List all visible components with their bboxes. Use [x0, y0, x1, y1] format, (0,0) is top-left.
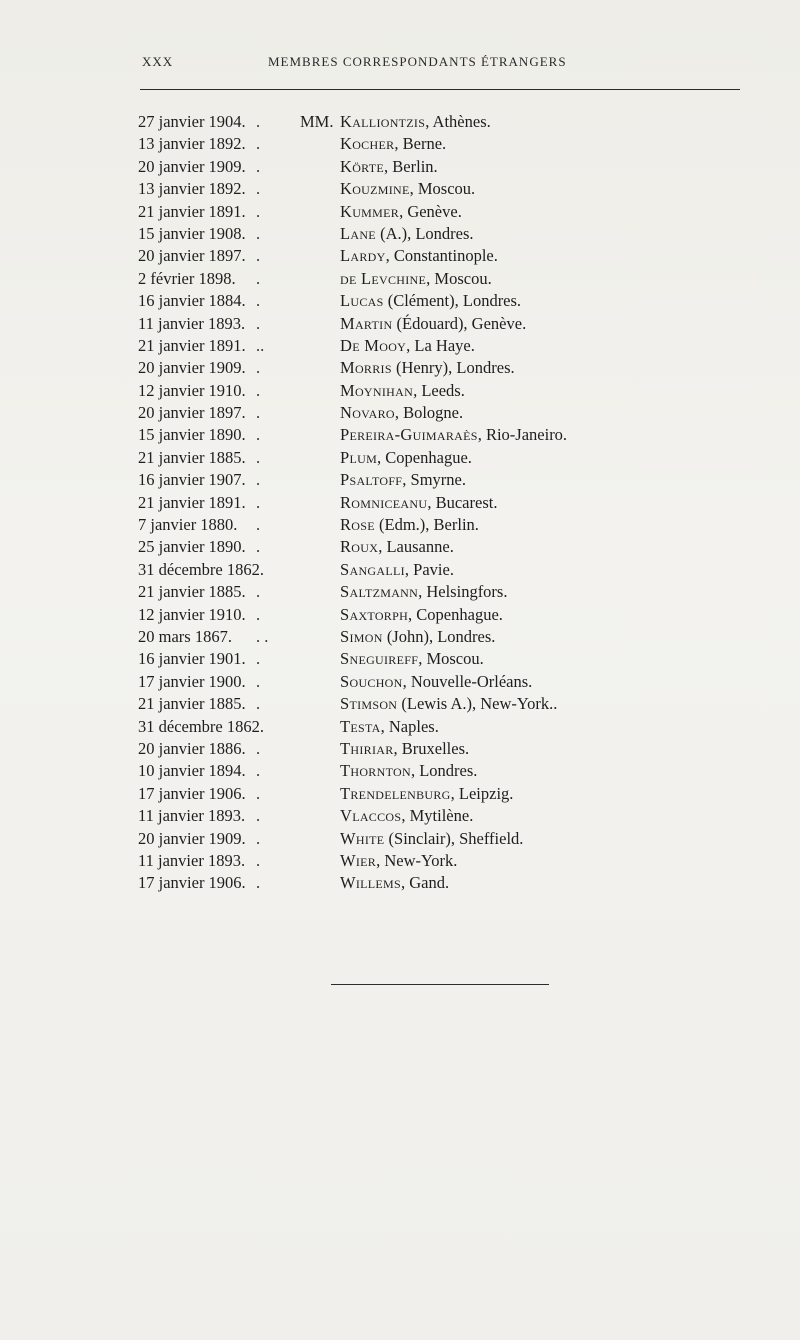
member-surname: Kocher: [340, 134, 395, 154]
member-entry: [0, 872, 800, 894]
member-details: (Edm.), Berlin.: [374, 515, 479, 535]
honorific-prefix: MM.: [300, 112, 334, 131]
member-surname: Kalliontzis: [340, 112, 426, 131]
member-name-location: [340, 156, 438, 178]
member-name-location: [340, 671, 532, 693]
member-details: (A.), Londres.: [375, 223, 474, 243]
member-name-location: [340, 760, 477, 782]
leader-dots: .: [256, 738, 261, 758]
member-name-location: [340, 245, 498, 267]
member-surname: Martin: [340, 313, 393, 333]
member-name-location: [340, 581, 507, 603]
leader-dots: .: [256, 850, 261, 870]
member-surname: Trendelenburg: [340, 783, 451, 803]
member-name-location: [340, 290, 521, 312]
member-details: , Berlin.: [384, 156, 438, 176]
election-date: 25 janvier 1890.: [138, 537, 246, 557]
member-entry: [0, 693, 800, 715]
election-date: 20 janvier 1909.: [138, 358, 246, 378]
leader-dots: .: [256, 806, 261, 826]
member-surname: Morris: [340, 358, 392, 378]
member-entry: [0, 223, 800, 245]
member-details: , Leeds.: [413, 380, 465, 400]
member-details: , Constantinople.: [385, 246, 498, 266]
member-name-location: [340, 805, 473, 827]
member-details: , Gand.: [401, 873, 450, 893]
running-title: MEMBRES CORRESPONDANTS ÉTRANGERS: [268, 54, 567, 69]
member-details: , Copenhague.: [377, 447, 472, 467]
member-name-location: [340, 648, 484, 670]
leader-dots: .: [256, 313, 261, 333]
member-entry: [0, 648, 800, 670]
member-surname: Souchon: [340, 671, 403, 691]
election-date: 17 janvier 1906.: [138, 873, 246, 893]
member-details: (Édouard), Genève.: [392, 313, 527, 333]
member-entry: [0, 313, 800, 335]
member-surname: Pereira-Guimaraès: [340, 425, 478, 445]
leader-dots: .: [256, 604, 261, 624]
member-name-location: [340, 738, 469, 760]
election-date: 21 janvier 1885.: [138, 582, 246, 602]
election-date: 20 janvier 1886.: [138, 738, 246, 758]
leader-dots: .: [256, 201, 261, 221]
leader-dots: .: [256, 403, 261, 423]
election-date: 12 janvier 1910.: [138, 604, 246, 624]
member-surname: Körte: [340, 156, 385, 176]
leader-dots: .: [256, 447, 261, 467]
member-details: , Smyrne.: [402, 470, 466, 490]
member-details: , Moscou.: [409, 179, 476, 199]
member-surname: Plum: [340, 447, 378, 467]
election-date: 15 janvier 1908.: [138, 223, 246, 243]
leader-dots: .: [256, 582, 261, 602]
election-date: 11 janvier 1893.: [138, 313, 246, 333]
member-entry: [0, 828, 800, 850]
member-entry: [0, 357, 800, 379]
member-details: , Berne.: [394, 134, 447, 154]
member-details: , Helsingfors.: [418, 582, 508, 602]
member-name-location: [340, 357, 515, 379]
member-entry: [0, 133, 800, 155]
member-details: (Lewis A.), New-York..: [397, 694, 558, 714]
member-surname: Lucas: [340, 291, 384, 311]
member-details: (Clément), Londres.: [383, 291, 522, 311]
election-date: 31 décembre 1862.: [138, 559, 264, 579]
member-entry: [0, 559, 800, 581]
election-date: 12 janvier 1910.: [138, 380, 246, 400]
member-entry: [0, 111, 800, 133]
member-surname: de Levchine: [340, 268, 427, 288]
member-surname: Stimson: [340, 694, 398, 714]
member-surname: Vlaccos: [340, 806, 402, 826]
member-entry: [0, 604, 800, 626]
page-number: XXX: [142, 54, 174, 69]
member-name-location: [340, 828, 523, 850]
member-surname: Lardy: [340, 246, 386, 266]
member-surname: Willems: [340, 873, 402, 893]
election-date: 20 janvier 1909.: [138, 828, 246, 848]
member-name-location: [340, 223, 474, 245]
leader-dots: .: [256, 134, 261, 154]
member-surname: De Mooy: [340, 335, 407, 355]
header-rule: [140, 89, 740, 90]
member-details: , Moscou.: [418, 649, 484, 669]
member-surname: Lane: [340, 223, 376, 243]
member-surname: White: [340, 828, 385, 848]
member-entry: [0, 536, 800, 558]
member-name-location: [340, 313, 526, 335]
member-surname: Thornton: [340, 761, 411, 781]
member-entry: [0, 290, 800, 312]
member-details: , Rio-Janeiro.: [477, 425, 568, 445]
leader-dots: .: [256, 649, 261, 669]
leader-dots: .: [256, 358, 261, 378]
member-entry: [0, 402, 800, 424]
member-surname: Psaltoff: [340, 470, 403, 490]
election-date: 16 janvier 1907.: [138, 470, 246, 490]
election-date: 21 janvier 1885.: [138, 694, 246, 714]
member-details: , Bologne.: [394, 403, 464, 423]
member-entry: [0, 581, 800, 603]
leader-dots: .: [256, 492, 261, 512]
leader-dots: .: [256, 268, 261, 288]
member-details: , La Haye.: [406, 335, 475, 355]
member-details: (Sinclair), Sheffield.: [384, 828, 524, 848]
election-date: 13 janvier 1892.: [138, 179, 246, 199]
election-date: 27 janvier 1904.: [138, 112, 246, 131]
member-surname: Saltzmann: [340, 582, 419, 602]
member-details: , Leipzig.: [450, 783, 514, 803]
member-surname: Kouzmine: [340, 179, 410, 199]
member-surname: Novaro: [340, 403, 395, 423]
member-name-location: [340, 178, 475, 200]
member-name-location: [340, 604, 503, 626]
member-name-location: [340, 469, 466, 491]
member-entry: [0, 201, 800, 223]
leader-dots: .: [256, 223, 261, 243]
leader-dots: .: [256, 156, 261, 176]
leader-dots: .: [256, 783, 261, 803]
election-date: 11 janvier 1893.: [138, 806, 246, 826]
closing-rule: [331, 984, 549, 985]
member-entry: [0, 492, 800, 514]
election-date: 21 janvier 1885.: [138, 447, 246, 467]
member-surname: Saxtorph: [340, 604, 409, 624]
member-entry: [0, 805, 800, 827]
election-date: 15 janvier 1890.: [138, 425, 246, 445]
leader-dots: ..: [256, 335, 265, 355]
member-name-location: [340, 335, 475, 357]
leader-dots: . .: [256, 626, 269, 646]
member-entry: [0, 783, 800, 805]
leader-dots: .: [256, 380, 261, 400]
member-surname: Testa: [340, 716, 381, 736]
member-surname: Sneguireff: [340, 649, 419, 669]
member-surname: Moynihan: [340, 380, 414, 400]
member-name-location: [340, 111, 491, 133]
election-date: 20 mars 1867.: [138, 626, 232, 646]
member-details: , Naples.: [380, 716, 439, 736]
member-name-location: [340, 201, 462, 223]
member-entry: [0, 626, 800, 648]
member-name-location: [340, 850, 457, 872]
member-entry: [0, 760, 800, 782]
member-name-location: [340, 626, 495, 648]
member-entry: [0, 335, 800, 357]
member-name-location: [340, 536, 454, 558]
member-details: , Lausanne.: [378, 537, 454, 557]
election-date: 21 janvier 1891.: [138, 201, 246, 221]
member-surname: Thiriar: [340, 738, 394, 758]
member-name-location: [340, 514, 479, 536]
election-date: 20 janvier 1897.: [138, 246, 246, 266]
member-details: , Bruxelles.: [393, 738, 470, 758]
member-name-location: [340, 424, 567, 446]
election-date: 10 janvier 1894.: [138, 761, 246, 781]
leader-dots: .: [256, 291, 261, 311]
member-details: , Mytilène.: [401, 806, 474, 826]
election-date: 17 janvier 1906.: [138, 783, 246, 803]
member-details: , Moscou.: [426, 268, 492, 288]
member-surname: Wier: [340, 850, 377, 870]
member-name-location: [340, 268, 492, 290]
election-date: 2 février 1898.: [138, 268, 236, 288]
member-entry: [0, 447, 800, 469]
leader-dots: .: [256, 515, 261, 535]
member-entry: [0, 738, 800, 760]
election-date: 7 janvier 1880.: [138, 515, 238, 535]
member-details: , Nouvelle-Orléans.: [402, 671, 533, 691]
election-date: 16 janvier 1901.: [138, 649, 246, 669]
election-date: 31 décembre 1862.: [138, 716, 264, 736]
member-entry: [0, 156, 800, 178]
election-date: 17 janvier 1900.: [138, 671, 246, 691]
member-surname: Roux: [340, 537, 379, 557]
member-entry: [0, 671, 800, 693]
leader-dots: .: [256, 828, 261, 848]
member-name-location: [340, 559, 454, 581]
leader-dots: .: [256, 761, 261, 781]
member-surname: Sangalli: [340, 559, 405, 579]
leader-dots: .: [256, 537, 261, 557]
member-details: , Londres.: [410, 761, 478, 781]
election-date: 21 janvier 1891.: [138, 335, 246, 355]
leader-dots: .: [256, 246, 261, 266]
member-entry: [0, 514, 800, 536]
member-entry: [0, 850, 800, 872]
member-details: , New-York.: [376, 850, 458, 870]
leader-dots: .: [256, 873, 261, 893]
page-header: [138, 54, 740, 74]
election-date: 21 janvier 1891.: [138, 492, 246, 512]
leader-dots: .: [256, 694, 261, 714]
leader-dots: .: [256, 671, 261, 691]
member-surname: Romniceanu: [340, 492, 428, 512]
election-date: 11 janvier 1893.: [138, 850, 246, 870]
member-entry: [0, 268, 800, 290]
member-entry: [0, 178, 800, 200]
member-surname: Kummer: [340, 201, 400, 221]
member-entry: [0, 469, 800, 491]
election-date: 20 janvier 1909.: [138, 156, 246, 176]
member-name-location: [340, 380, 465, 402]
member-name-location: [340, 492, 497, 514]
member-name-location: [340, 447, 472, 469]
leader-dots: .: [256, 470, 261, 490]
election-date: 16 janvier 1884.: [138, 291, 246, 311]
member-details: (John), Londres.: [382, 626, 496, 646]
leader-dots: .: [256, 179, 261, 199]
member-details: , Athènes.: [425, 112, 491, 131]
member-name-location: [340, 402, 463, 424]
member-list: [0, 111, 800, 895]
member-name-location: [340, 693, 557, 715]
member-surname: Rose: [340, 515, 375, 535]
election-date: 20 janvier 1897.: [138, 403, 246, 423]
member-surname: Simon: [340, 626, 383, 646]
member-entry: [0, 716, 800, 738]
member-details: , Pavie.: [404, 559, 454, 579]
member-name-location: [340, 872, 449, 894]
member-details: , Bucarest.: [427, 492, 498, 512]
member-name-location: [340, 133, 446, 155]
member-entry: [0, 424, 800, 446]
member-name-location: [340, 716, 439, 738]
leader-dots: .: [256, 425, 261, 445]
member-details: (Henry), Londres.: [391, 358, 515, 378]
member-name-location: [340, 783, 513, 805]
member-entry: [0, 245, 800, 267]
member-details: , Copenhague.: [408, 604, 503, 624]
leader-dots: .: [256, 112, 261, 131]
member-details: , Genève.: [399, 201, 462, 221]
member-entry: [0, 380, 800, 402]
election-date: 13 janvier 1892.: [138, 134, 246, 154]
